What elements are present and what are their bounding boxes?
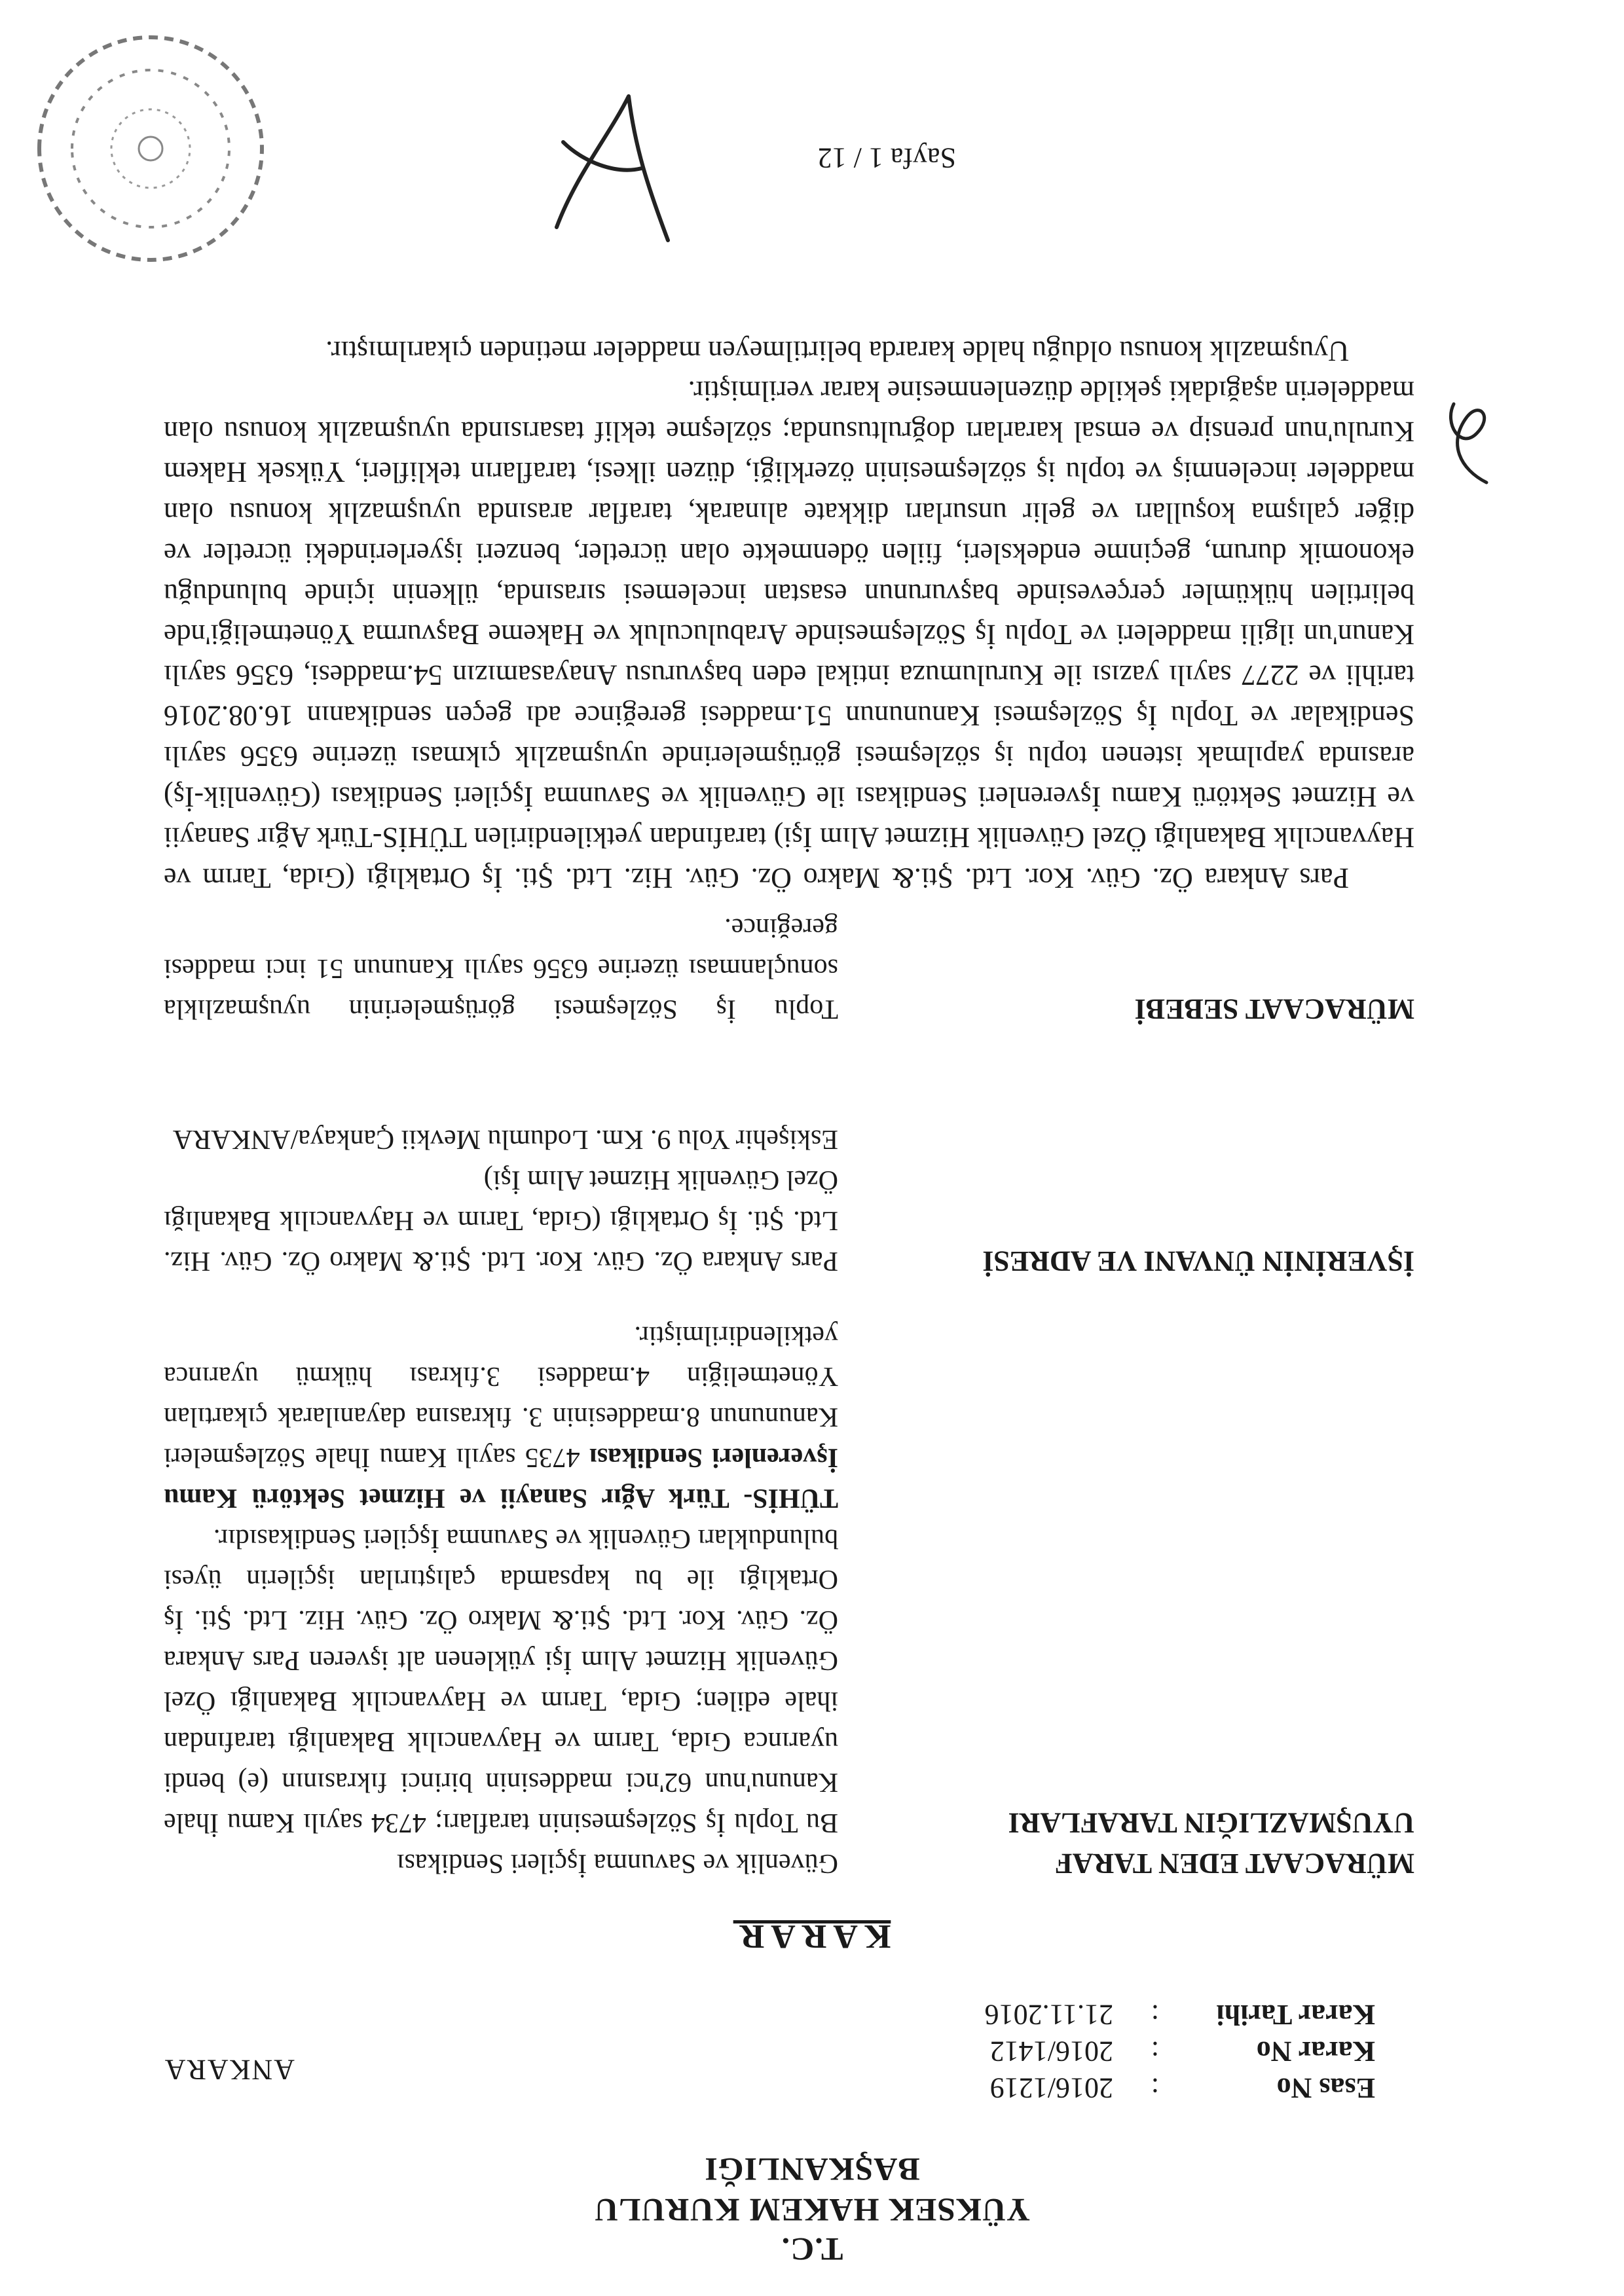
karar-no-separator: : xyxy=(1151,2035,1159,2068)
signature xyxy=(524,70,707,266)
karar-no-label: Karar No xyxy=(1256,2035,1375,2068)
employer-block xyxy=(164,1119,838,1281)
page-number: Sayfa 1 / 12 xyxy=(817,142,956,174)
initials xyxy=(1428,391,1506,496)
parties-description: Bu Toplu İş Sözleşmesinin tarafları; 4734 sayılı Kamu İhale Kanunu'nun 62'nci maddesinin birinci fıkrasının (e) bendi uyarınca Gıda, Tarım ve Hayvancılık Bakanlığı tarafından ihale edilen; Gıda, Tarım ve Hayvancılık Bakanlığı Özel Güvenlik Hizmet Alım İşi yüklenen alt işveren Pars Ankara Öz. Güv. Kor. Ltd. Şti.& Makro Öz. Güv. Hiz. Ltd. Şti. İş Ortaklığı ile bu kapsamda çalıştırılan işçilerin üyesi bulundukları Güvenlik ve Savunma İşçileri Sendikasıdır. xyxy=(164,1523,838,1838)
esas-value: 2016/1219 xyxy=(989,2072,1113,2104)
karar-tarihi-label: Karar Tarihi xyxy=(1216,1999,1375,2031)
esas-label: Esas No xyxy=(1276,2072,1375,2104)
reason-label: MÜRACAAT SEBEBİ xyxy=(1134,993,1414,1025)
tuhis-name: TÜHİS- Türk Ağır Sanayii ve Hizmet Sektörü Kamu İşverenleri Sendikası xyxy=(164,1442,838,1513)
karar-no-value: 2016/1412 xyxy=(989,2035,1113,2068)
document-title: KARAR xyxy=(733,1918,891,1955)
authorization-paragraph xyxy=(164,1315,838,1518)
parties-label: MÜRACAAT EDEN TARAF UYUŞMAZLIĞIN TARAFLARI xyxy=(1008,1807,1414,1880)
employer-name: Pars Ankara Öz. Güv. Kor. Ltd. Şti.& Makro Öz. Güv. Hiz. Ltd. Şti. İş Ortaklığı (Gıda, Tarım ve Hayvancılık Bakanlığı Özel Güvenlik Hizmet Alım İşi) xyxy=(164,1165,838,1276)
header-tc: T.C. xyxy=(781,2231,843,2268)
esas-separator: : xyxy=(1151,2072,1159,2104)
authorization-text: 4735 sayılı Kamu İhale Sözleşmeleri Kanununun 8.maddesinin 3. fıkrasına dayanılarak çıkartılan Yönetmeliğin 4.maddesi 3.fıkrası hükmü uyarınca yetkilendirilmiştir. xyxy=(163,1321,838,1472)
reason-text: Toplu İş Sözleşmesi görüşmelerinin uyuşmazlıkla sonuçlanması üzerine 6356 sayılı Kanunun 51 inci maddesi gereğince. xyxy=(164,913,838,1024)
applicant-name: Güvenlik ve Savunma İşçileri Sendikası xyxy=(396,1848,838,1878)
parties-block xyxy=(164,1315,838,1884)
karar-tarihi-separator: : xyxy=(1151,1999,1159,2031)
body-paragraph-2: Uyuşmazlık konusu olduğu halde kararda belirtilmeyen maddeler metinden çıkarılmıştır. xyxy=(325,335,1349,367)
meta-esas-row xyxy=(990,2069,1375,2106)
header-department: BAŞKANLIĞI xyxy=(704,2151,920,2188)
header-institution: YÜKSEK HAKEM KURULU xyxy=(593,2192,1031,2229)
body-paragraph-1: Pars Ankara Öz. Güv. Kor. Ltd. Şti.& Makro Öz. Güv. Hiz. Ltd. Şti. İş Ortaklığı (Gıda, Tarım ve Hayvancılık Bakanlığı Özel Güvenlik Hizmet Alım İşi) tarafından yetkilendirilen TÜHİS-Türk Ağır Sanayii ve Hizmet Sektörü Kamu İşverenleri Sendikası ile Güvenlik ve Savunma İşçileri Sendikası (Güvenlik-İş) arasında yapılmak istenen toplu iş sözleşmesi görüşmelerinde uyuşmazlık çıkması üzerine 6356 sayılı Sendikalar ve Toplu İş Sözleşmesi Kanununun 51.maddesi gereğince adı geçen sendikanın 16.08.2016 tarihli ve 2277 sayılı yazısı ile Kurulumuza intikal eden başvurusu Anayasamızın 54.maddesi, 6356 sayılı Kanun'un ilgili maddeleri ve Toplu İş Sözleşmesinde Arabuluculuk ve Hakeme Başvurma Yönetmeliği'nde belirtilen hükümler çerçevesinde başvurunun esastan incelemesi sırasında, ülkenin içinde bulunduğu ekonomik durum, geçinme endeksleri, fiilen ödenmekte olan ücretler, benzeri işyerlerindeki ücretler ve diğer çalışma koşulları ve gelir unsurları dikkate alınarak, taraflar arasında uyuşmazlık konusu olan maddeler incelenmiş ve toplu iş sözleşmesinin özerkliği, düzen ilkesi, tarafların teklifleri, Yüksek Hakem Kurulu'nun prensip ve emsal kararları doğrultusunda; sözleşme teklif tasarısında uyuşmazlık konusu olan maddelerin aşağıdaki şekilde düzenlenmesine karar verilmiştir. xyxy=(164,375,1414,894)
employer-address: Eskişehir Yolu 9. Km. Lodumlu Mevkii Çankaya/ANKARA xyxy=(172,1124,838,1154)
meta-karar-tarihi-row xyxy=(985,1996,1375,2033)
employer-label: İŞVERİNİN ÜNVANI VE ADRESİ xyxy=(982,1245,1414,1277)
karar-tarihi-value: 21.11.2016 xyxy=(984,1999,1113,2031)
meta-karar-no-row xyxy=(990,2033,1375,2069)
official-stamp xyxy=(20,18,282,280)
city: ANKARA xyxy=(163,2054,295,2086)
